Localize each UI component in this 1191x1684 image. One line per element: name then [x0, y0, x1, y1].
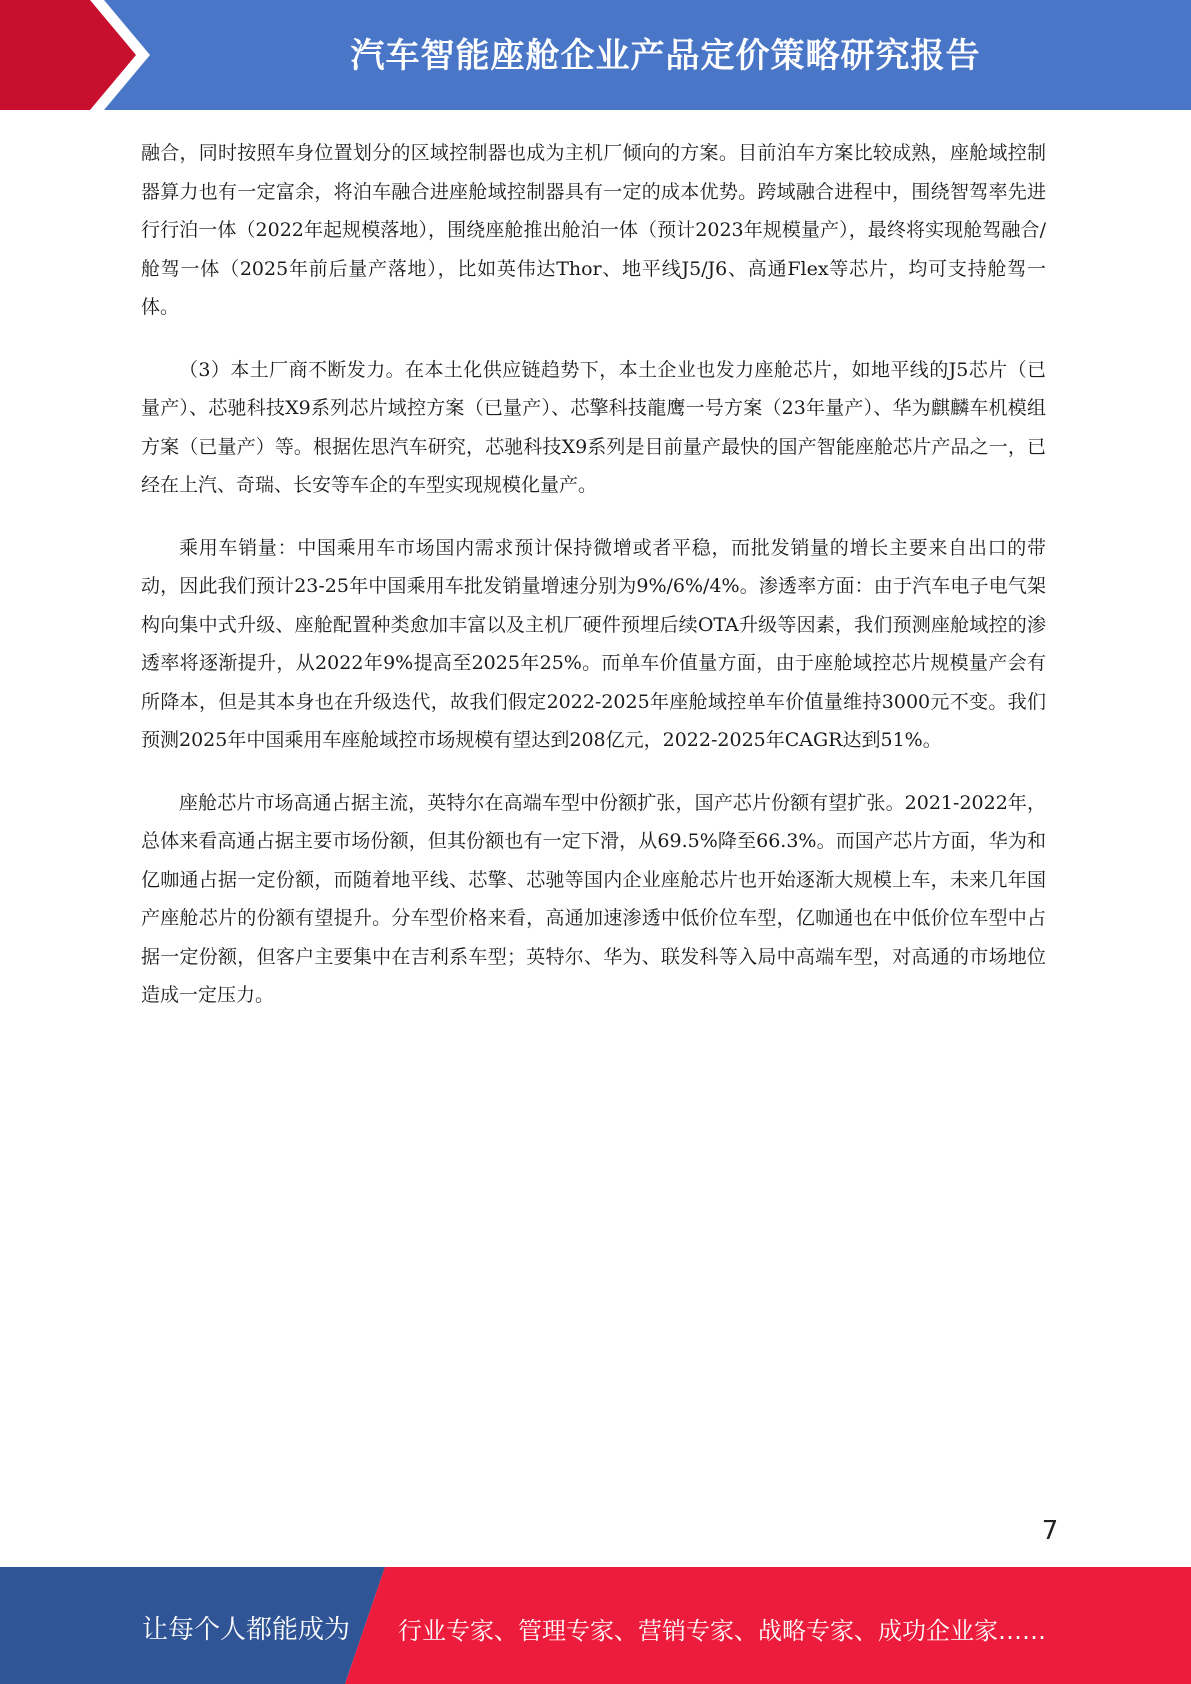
paragraph-domestic-vendors: （3）本土厂商不断发力。在本土化供应链趋势下，本土企业也发力座舱芯片，如地平线的J5芯片（已量产）、芯驰科技X9系列芯片域控方案（已量产）、芯擎科技龍鹰一号方案（23年量产）、华为麒麟车机模组方案（已量产）等。根据佐思汽车研究，芯驰科技X9系列是目前量产最快的国产智能座舱芯片产品之一，已经在上汽、奇瑞、长安等车企的车型实现规模化量产。 — [141, 358, 1046, 496]
footer-slogan-left: 让每个人都能成为 — [142, 1615, 351, 1645]
page-footer — [0, 1567, 1191, 1684]
paragraph-cross-domain-fusion: 融合，同时按照车身位置划分的区域控制器也成为主机厂倾向的方案。目前泊车方案比较成熟，座舱域控制器算力也有一定富余，将泊车融合进座舱域控制器具有一定的成本优势。跨域融合进程中，围绕智驾率先进行行泊一体（2022年起规模落地），围绕座舱推出舱泊一体（预计2023年规模量产），最终将实现舱驾融合/舱驾一体（2025年前后量产落地），比如英伟达Thor、地平线J5/J6、高通Flex等芯片，均可支持舱驾一体。 — [141, 142, 1046, 318]
page-number: 7 — [1041, 1516, 1059, 1546]
report-body — [141, 134, 1046, 1039]
paragraph-passenger-car-sales: 乘用车销量：中国乘用车市场国内需求预计保持微增或者平稳，而批发销量的增长主要来自出口的带动，因此我们预计23-25年中国乘用车批发销量增速分别为9%/6%/4%。渗透率方面：由于汽车电子电气架构向集中式升级、座舱配置种类愈加丰富以及主机厂硬件预埋后续OTA升级等因素，我们预测座舱域控的渗透率将逐渐提升，从2022年9%提高至2025年25%。而单车价值量方面，由于座舱域控芯片规模量产会有所降本，但是其本身也在升级迭代，故我们假定2022-2025年座舱域控单车价值量维持3000元不变。我们预测2025年中国乘用车座舱域控市场规模有望达到208亿元，2022-2025年CAGR达到51%。 — [141, 536, 1046, 751]
paragraph-cockpit-chip-market: 座舱芯片市场高通占据主流，英特尔在高端车型中份额扩张，国产芯片份额有望扩张。2021-2022年，总体来看高通占据主要市场份额，但其份额也有一定下滑，从69.5%降至66.3%。而国产芯片方面，华为和亿咖通占据一定份额，而随着地平线、芯擎、芯驰等国内企业座舱芯片也开始逐渐大规模上车，未来几年国产座舱芯片的份额有望提升。分车型价格来看，高通加速渗透中低价位车型，亿咖通也在中低价位车型中占据一定份额，但客户主要集中在吉利系车型；英特尔、华为、联发科等入局中高端车型，对高通的市场地位造成一定压力。 — [141, 791, 1046, 1006]
footer-slogan-right: 行业专家、管理专家、营销专家、战略专家、成功企业家…… — [398, 1617, 1046, 1645]
page-header — [0, 0, 1191, 110]
page-title: 汽车智能座舱企业产品定价策略研究报告 — [350, 36, 981, 76]
